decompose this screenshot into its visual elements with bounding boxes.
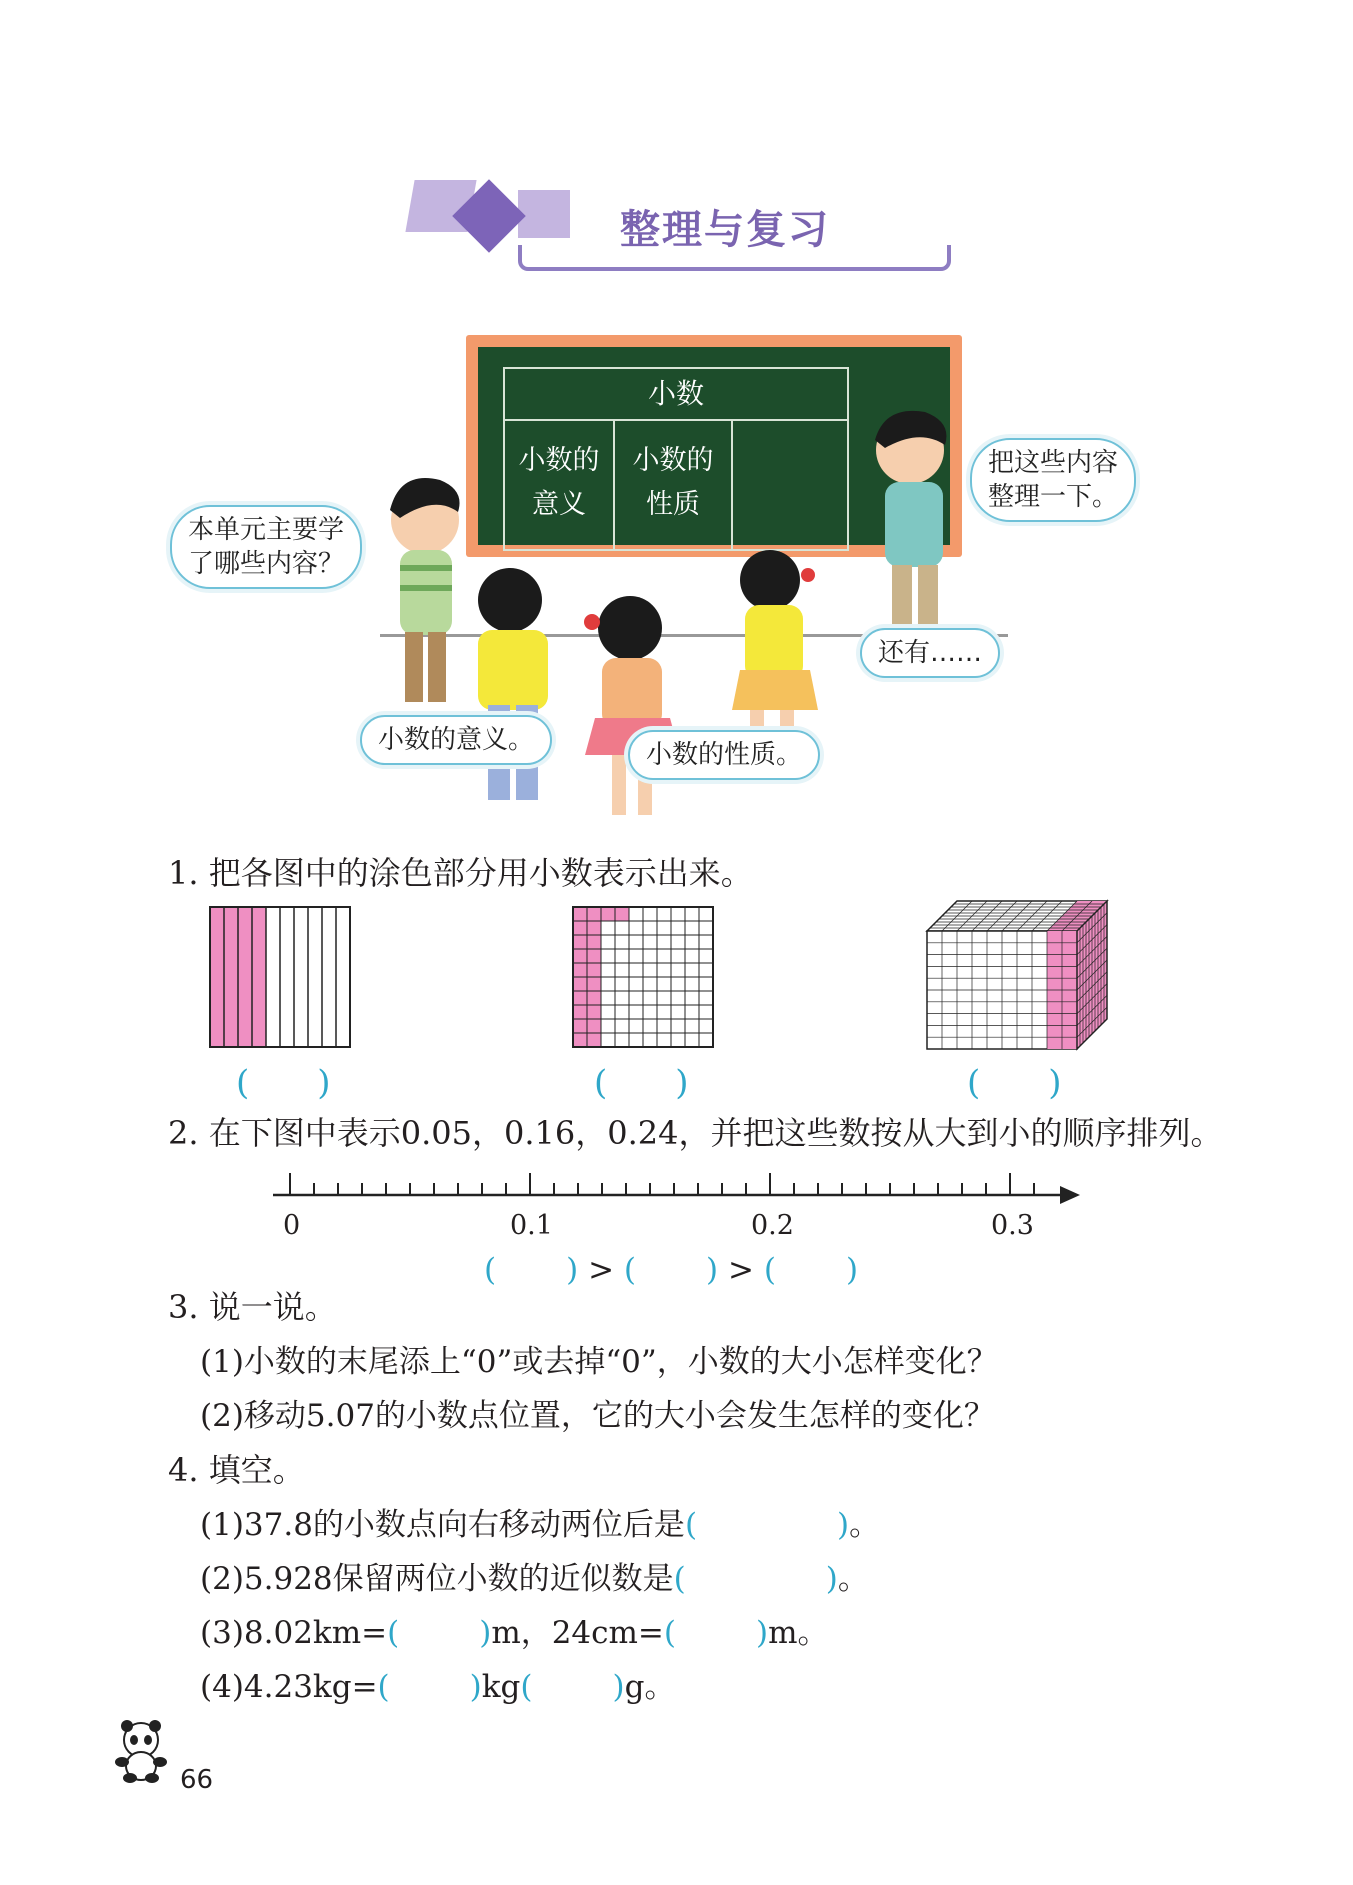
board-cell: 小数的 意义 xyxy=(505,421,615,549)
number-line xyxy=(265,1165,1085,1215)
greater-than-sign: > xyxy=(728,1252,754,1288)
order-row xyxy=(484,1250,858,1290)
question-3-item-1: (1)小数的末尾添上“0”或去掉“0”，小数的大小怎样变化？ xyxy=(200,1344,998,1380)
order-blank-1[interactable]: ( ) xyxy=(484,1252,579,1288)
board-cell: 小数的 性质 xyxy=(615,421,733,549)
tick-label-0-1: 0.1 xyxy=(510,1210,553,1241)
order-blank-2[interactable]: ( ) xyxy=(623,1252,719,1288)
teacher-boy-figure xyxy=(875,411,946,635)
fill-blank[interactable]: ( ) xyxy=(377,1669,482,1705)
tick-label-0-3: 0.3 xyxy=(991,1210,1034,1241)
page-number: 66 xyxy=(180,1765,214,1795)
question-3-item-2: (2)移动5.07的小数点位置，它的大小会发生怎样的变化？ xyxy=(200,1398,995,1434)
banner-decor-square xyxy=(518,190,570,238)
speech-bubble-boy-yellow: 小数的意义。 xyxy=(360,715,552,765)
page-title: 整理与复习 xyxy=(620,207,830,253)
question-4-item-4: (4)4.23kg=( )kg( )g。 xyxy=(200,1669,676,1705)
question-4-item-3: (3)8.02km=( )m，24cm=( )m。 xyxy=(200,1615,829,1651)
question-3-label: 3. 说一说。 xyxy=(168,1288,337,1326)
question-4-label: 4. 填空。 xyxy=(168,1451,305,1489)
panda-icon xyxy=(110,1718,172,1784)
order-blank-3[interactable]: ( ) xyxy=(763,1252,859,1288)
board-table-head: 小数 xyxy=(505,369,847,421)
fill-blank[interactable]: ( ) xyxy=(520,1669,625,1705)
fill-blank[interactable]: ( ) xyxy=(684,1507,850,1543)
boy-left-figure xyxy=(390,478,460,702)
fill-blank[interactable]: ( ) xyxy=(663,1615,769,1651)
boy-yellow-figure xyxy=(478,568,548,800)
speech-bubble-teacher: 把这些内容 整理一下。 xyxy=(970,438,1136,522)
greater-than-sign: > xyxy=(588,1252,615,1288)
question-4-item-1: (1)37.8的小数点向右移动两位后是( )。 xyxy=(200,1507,881,1543)
figure-thousandths-cube xyxy=(922,893,1112,1053)
tick-label-0-2: 0.2 xyxy=(751,1210,794,1241)
tick-label-0: 0 xyxy=(283,1210,301,1241)
speech-bubble-girl-middle: 小数的性质。 xyxy=(628,730,820,780)
question-4-item-2: (2)5.928保留两位小数的近似数是( )。 xyxy=(200,1561,869,1597)
answer-blank-2[interactable]: ( ) xyxy=(594,1063,689,1103)
speech-bubble-girl-right: 还有…… xyxy=(860,628,1000,678)
question-1-label: 1. 把各图中的涂色部分用小数表示出来。 xyxy=(168,854,753,892)
girl-middle-figure xyxy=(584,596,680,815)
question-2-label: 2. 在下图中表示0.05，0.16，0.24，并把这些数按从大到小的顺序排列。 xyxy=(168,1114,1223,1152)
figure-tenths xyxy=(205,905,355,1050)
fill-blank[interactable]: ( ) xyxy=(387,1615,492,1651)
fill-blank[interactable]: ( ) xyxy=(673,1561,838,1597)
speech-bubble-boy-left: 本单元主要学 了哪些内容？ xyxy=(170,505,362,589)
answer-blank-1[interactable]: ( ) xyxy=(236,1063,331,1103)
answer-blank-3[interactable]: ( ) xyxy=(967,1063,1062,1103)
figure-hundredths xyxy=(568,905,718,1050)
